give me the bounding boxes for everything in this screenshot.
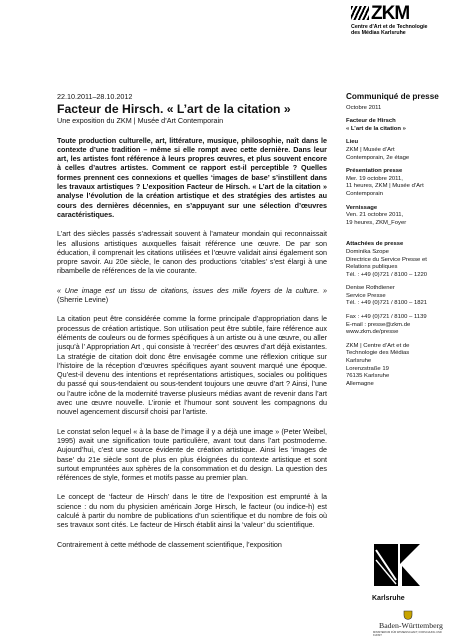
address-line: Technologie des Médias <box>346 350 410 357</box>
press-contact <box>346 241 446 279</box>
email-line[interactable]: E-mail : presse@zkm.de <box>346 321 411 328</box>
vernissage-heading: Vernissage <box>346 204 378 211</box>
page-subtitle: Une exposition du ZKM | Musée d’Art Contemporain <box>57 116 224 126</box>
quote-text: « Une image est un tissu de citations, issues des mille foyers de la culture. » <box>57 285 327 295</box>
press-presentation-heading: Présentation presse <box>346 168 403 175</box>
fax-line: Fax : +49 (0)721 / 8100 – 1139 <box>346 314 427 321</box>
karlsruhe-label: Karlsruhe <box>372 595 405 602</box>
paragraph-1: L’art des siècles passés s’adressait souvent à l’amateur mondain qui reconnaissait les allusions artistiques auxquelles faisait référence une œuvre. De par son éducation, il comprenait les citations utilisées et l’œuvre validait ainsi également son propre savoir. Au 20e siècle, le canon des productions ‘citables’ s’est élargi à une ribambelle de références de la vie courante. <box>57 229 327 276</box>
exhibition-dates: 22.10.2011–28.10.2012 <box>57 92 133 101</box>
bw-name: Baden-Württemberg <box>379 621 443 630</box>
address-line: ZKM | Centre d’Art et de <box>346 342 410 349</box>
logo-line-1: Centre d'Art et de Technologie <box>351 24 428 30</box>
contact-line: Relations publiques <box>346 264 398 271</box>
karlsruhe-logo <box>368 540 424 602</box>
contact-line: Dominika Szope <box>346 248 389 255</box>
logo-line-2: des Médias Karlsruhe <box>351 30 406 37</box>
exhibition-name: Facteur de Hirsch <box>346 118 396 125</box>
address-line: 76135 Karlsruhe <box>346 373 390 380</box>
address-line: Karlsruhe <box>346 358 372 365</box>
side-column <box>346 92 446 394</box>
contact-line: Tél. : +49 (0)721 / 8100 – 1220 <box>346 271 428 278</box>
karlsruhe-emblem-icon <box>368 540 424 590</box>
venue-heading: Lieu <box>346 139 359 146</box>
intro-paragraph: Toute production culturelle, art, littérature, musique, philosophie, naît dans le contexte d’une tradition – même si elle rompt avec cette dernière. Dans leur art, les artistes font référence à leurs propres œuvres, et plus souvent encore à celles d’autres artistes. Comment ce rapport est-il perceptible ? Quelles formes prennent ces connexions et quelles ‘images de base’ s’instillent dans les travaux artistiques ? L’exposition Facteur de Hirsch. « L’art de la citation » analyse l’évolution de la création artistique et des stratégies des artistes au cours des dernières décennies, en s’appuyant sur une sélection d’œuvres caractéristiques. <box>57 135 327 219</box>
address-line: Allemagne <box>346 380 374 387</box>
venue-info <box>346 139 446 162</box>
paragraph-2: La citation peut être considérée comme la forme principale d’appropriation dans le processus de création artistique. Son utilisation peut être subtile, faire référence aux éléments de couleurs ou de formes spécifiques à un artiste ou à une œuvre, ou aller jusqu’à l’ Appropriation Art , qui consiste à ‘recréer’ des œuvres d’art déjà existantes. La stratégie de citation doit donc être envisagée comme une réflexion critique sur l’histoire de la réception d’œuvres spécifiques ayant souvent marqué une époque. Qu’est-il devenu des intentions et représentations artistiques, sociales ou politiques du passé qui sous-tendaient ou sous-tendent toujours une œuvre d’art ? Ainsi, l’une ou l’autre icône de la modernité traverse plusieurs médias avant de revenir dans l’art avec une œuvre nouvelle. L’ironie et l’humour sont souvent les compagnons du nouvel agencement discursif choisi par l’artiste. <box>57 314 327 417</box>
second-contact <box>346 285 446 308</box>
venue-line: ZKM | Musée d’Art <box>346 146 395 153</box>
exhibition-subtitle: « L’art de la citation » <box>346 125 406 132</box>
paragraph-4: Le concept de ‘facteur de Hirsch’ dans le titre de l’exposition est emprunté à la science : du nom du physicien américain Jorge Hirsch, le facteur (ou indice-h) est calculé à partir du nombre de publications d’un scientifique et du nombre de fois où ses travaux sont cités. Le facteur de Hirsch établit ainsi la ‘valeur’ du scientifique. <box>57 492 327 530</box>
press-presentation-info <box>346 168 446 198</box>
zkm-logo-mark <box>351 4 441 24</box>
fax-email-web <box>346 314 446 337</box>
bw-ministry: MINISTERIUM FÜR WISSENSCHAFT, FORSCHUNG UND KUNST <box>373 631 442 637</box>
vernissage-line: 19 heures, ZKM_Foyer <box>346 219 407 226</box>
quote <box>57 286 327 305</box>
venue-line: Contemporain, 2e étage <box>346 154 410 161</box>
press-contact-heading: Attachées de presse <box>346 241 404 248</box>
baden-wuerttemberg-logo <box>373 610 443 637</box>
press-presentation-line: Contemporain <box>346 190 384 197</box>
vernissage-line: Ven. 21 octobre 2011, <box>346 212 404 219</box>
vernissage-info <box>346 205 446 228</box>
address-line: Lorenzstraße 19 <box>346 365 389 372</box>
press-presentation-line: Mer. 19 octobre 2011, <box>346 175 403 182</box>
quote-author: (Sherrie Levine) <box>57 295 109 305</box>
website-link[interactable]: www.zkm.de/presse <box>346 329 399 336</box>
paragraph-3: Le constat selon lequel « à la base de l’image il y a déjà une image » (Peter Weibel, 1995) avait une signification toute particulière, avant tout dans l’art postmoderne. Aujourd’hui, c’est une source évidente de création artistique. Ainsi les ‘images de base’ du 21e siècle sont de plus en plus éloignées du contexte artistique et sont surtout empruntées aux sphères de la consommation et du design. La question des références de style, formes et motifs passe au premier plan. <box>57 426 327 483</box>
paragraph-5: Contrairement à cette méthode de classement scientifique, l’exposition <box>57 539 282 549</box>
release-month: Octobre 2011 <box>346 104 382 111</box>
zkm-logo <box>351 4 441 48</box>
logo-mark-text: ZKM <box>371 3 410 24</box>
press-presentation-line: 11 heures, ZKM | Musée d’Art <box>346 183 424 190</box>
press-release-title: Communiqué de presse <box>346 92 439 101</box>
address <box>346 343 446 389</box>
main-column <box>57 92 327 559</box>
contact-line: Directrice du Service Presse et <box>346 256 427 263</box>
contact-line: Tél. : +49 (0)721 / 8100 – 1821 <box>346 300 428 307</box>
contact-line: Service Presse <box>346 292 386 299</box>
logo-stripes-icon <box>351 6 369 20</box>
exhibition-info <box>346 118 446 133</box>
contact-line: Denise Rothdiener <box>346 285 395 292</box>
page-title: Facteur de Hirsch. « L’art de la citation » <box>57 102 291 117</box>
coat-of-arms-icon <box>403 610 413 620</box>
